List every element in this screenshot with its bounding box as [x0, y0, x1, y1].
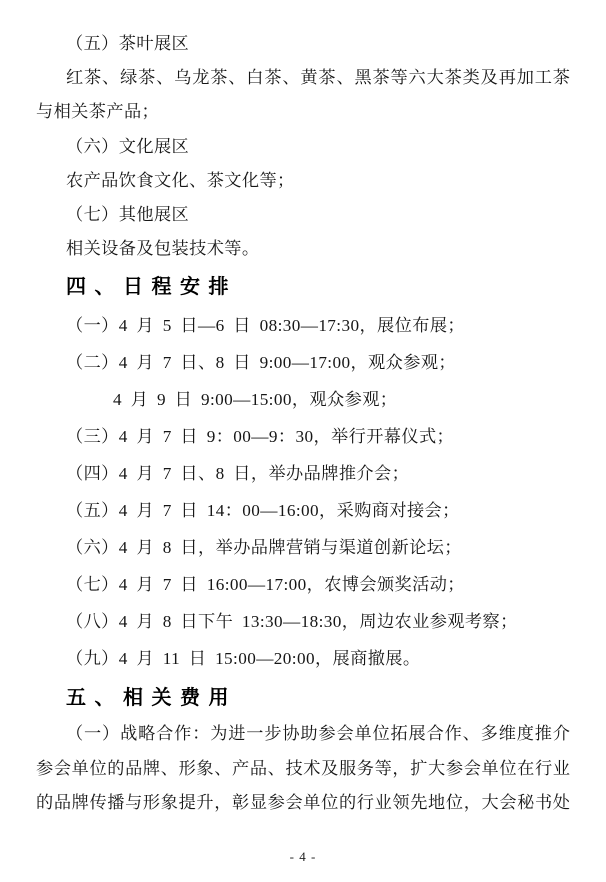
- text-line: （六）文化展区: [66, 136, 190, 156]
- text-line: （八）4 月 8 日下午 13:30—18:30，周边农业参观考察；: [66, 611, 518, 631]
- text-line: （二）4 月 7 日、8 日 9:00—17:00，观众参观；: [66, 352, 456, 372]
- text-line: （一）战略合作：为进一步协助参会单位拓展合作、多维度推介: [66, 723, 570, 743]
- text-line: 红茶、绿茶、乌龙茶、白茶、黄茶、黑茶等六大茶类及再加工茶: [66, 68, 570, 88]
- page-number: - 4 -: [289, 849, 317, 864]
- text-line: 相关设备及包装技术等。: [66, 239, 260, 259]
- text-line: 4 月 9 日 9:00—15:00，观众参观；: [113, 389, 398, 409]
- text-line: （五）茶叶展区: [66, 34, 190, 53]
- text-line: （一）4 月 5 日—6 日 08:30—17:30，展位布展；: [66, 315, 465, 335]
- text-line: （九）4 月 11 日 15:00—20:00，展商撤展。: [66, 648, 421, 668]
- text-line: （三）4 月 7 日 9：00—9：30，举行开幕仪式；: [66, 426, 455, 446]
- text-line: （六）4 月 8 日，举办品牌营销与渠道创新论坛；: [66, 537, 462, 557]
- text-line: 与相关茶产品；: [36, 102, 160, 122]
- text-line: （五）4 月 7 日 14：00—16:00，采购商对接会；: [66, 500, 460, 520]
- text-line: （七）其他展区: [66, 205, 190, 225]
- text-line: （七）4 月 7 日 16:00—17:00，农博会颁奖活动；: [66, 574, 465, 594]
- document-body: [36, 27, 570, 821]
- text-line: 参会单位的品牌、形象、产品、技术及服务等，扩大参会单位在行业: [36, 758, 570, 778]
- text-line: 农产品饮食文化、茶文化等；: [66, 170, 295, 190]
- text-line: （四）4 月 7 日、8 日，举办品牌推介会；: [66, 463, 410, 483]
- section-heading: 四、日程安排: [66, 276, 237, 299]
- text-line: 的品牌传播与形象提升，彰显参会单位的行业领先地位，大会秘书处: [36, 793, 570, 813]
- section-heading: 五、相关费用: [66, 686, 237, 709]
